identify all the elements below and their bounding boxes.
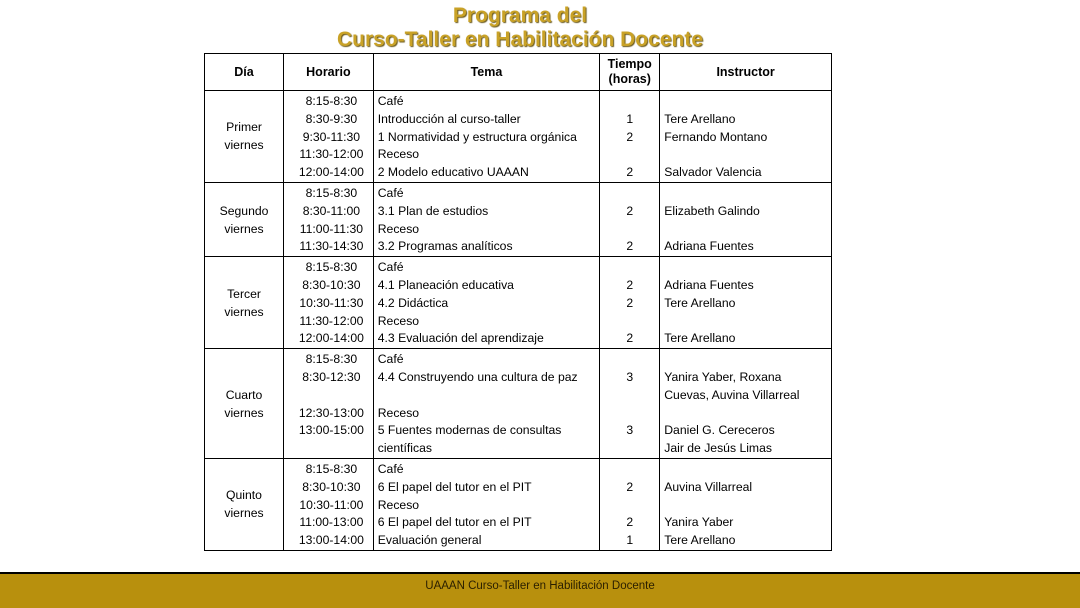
tiempo-cell	[600, 257, 660, 349]
tiempo-cell	[600, 349, 660, 459]
horario-line	[284, 387, 373, 405]
horario-line: 12:00-14:00	[298, 165, 364, 180]
horario-line: 9:30-11:30	[302, 129, 361, 144]
instructor-line	[660, 259, 831, 277]
tema-line: Café	[377, 260, 404, 275]
dia-label: viernes	[224, 304, 264, 319]
dia-label: Quinto	[226, 488, 262, 503]
horario-line: 8:30-11:00	[302, 203, 361, 218]
tiempo-line	[600, 93, 659, 111]
dia-label: viernes	[224, 221, 264, 236]
tiempo-line: 1	[626, 533, 634, 548]
tiempo-line	[600, 405, 659, 423]
tiempo-line: 2	[626, 479, 634, 494]
horario-line: 8:15-8:30	[305, 94, 358, 108]
tiempo-line	[600, 146, 659, 164]
horario-line: 11:30-12:00	[299, 147, 364, 162]
tema-cell	[373, 458, 599, 550]
tiempo-cell	[600, 91, 660, 183]
horario-cell	[284, 458, 374, 550]
instructor-line	[660, 497, 831, 515]
dia-cell	[205, 91, 284, 183]
tema-line: 4.4 Construyendo una cultura de paz	[377, 369, 578, 384]
tema-line: 2 Modelo educativo UAAAN	[377, 165, 529, 180]
horario-line: 13:00-15:00	[298, 423, 364, 438]
horario-line: 10:30-11:00	[299, 497, 364, 512]
dia-label: Segundo	[219, 203, 269, 218]
instructor-line: Tere Arellano	[664, 111, 736, 126]
tema-line: 1 Normatividad y estructura orgánica	[377, 129, 577, 144]
footer-bar	[0, 572, 1080, 608]
instructor-line: Tere Arellano	[664, 331, 736, 346]
tiempo-line	[600, 387, 659, 405]
tema-line	[374, 387, 599, 405]
instructor-line: Jair de Jesús Limas	[664, 441, 772, 456]
horario-cell	[284, 182, 374, 256]
instructor-line: Tere Arellano	[664, 295, 736, 310]
tiempo-line	[600, 259, 659, 277]
tema-line: Receso	[377, 497, 420, 512]
tema-line: Receso	[377, 313, 420, 328]
tiempo-line	[600, 440, 659, 458]
table-row	[205, 349, 832, 459]
horario-line: 12:00-14:00	[298, 331, 364, 346]
tiempo-line: 2	[626, 165, 634, 180]
tiempo-line	[600, 497, 659, 515]
horario-line: 8:15-8:30	[305, 352, 358, 367]
tiempo-line: 2	[626, 129, 634, 144]
tema-line: 4.2 Didáctica	[377, 295, 449, 310]
dia-cell	[205, 182, 284, 256]
tiempo-line	[600, 221, 659, 239]
tema-line: 5 Fuentes modernas de consultas	[377, 423, 562, 438]
instructor-line	[660, 405, 831, 423]
title-line-1: Programa del	[452, 4, 588, 27]
horario-line: 11:00-13:00	[299, 515, 364, 530]
horario-line: 8:15-8:30	[305, 461, 358, 476]
tema-line: Café	[377, 461, 404, 476]
header-tiempo	[600, 54, 660, 91]
tiempo-line: 2	[626, 239, 634, 254]
horario-cell	[284, 91, 374, 183]
dia-cell	[205, 257, 284, 349]
header-dia: Día	[205, 54, 284, 91]
tema-line: 3.2 Programas analíticos	[377, 239, 513, 254]
instructor-cell	[660, 257, 832, 349]
header-horario: Horario	[284, 54, 374, 91]
dia-label: Tercer	[227, 286, 261, 301]
horario-line: 8:30-10:30	[302, 277, 361, 292]
tiempo-line: 2	[626, 277, 634, 292]
table-row	[205, 91, 832, 183]
dia-label: Primer	[226, 120, 262, 135]
dia-cell	[205, 458, 284, 550]
header-instructor: Instructor	[660, 54, 832, 91]
tema-line: Café	[377, 185, 404, 200]
instructor-line: Yanira Yaber	[664, 515, 734, 530]
tema-line: Café	[377, 352, 404, 367]
tema-line: Introducción al curso-taller	[377, 111, 521, 126]
horario-line: 13:00-14:00	[298, 533, 364, 548]
tiempo-line	[600, 185, 659, 203]
tiempo-line: 3	[626, 369, 634, 384]
horario-line: 11:30-14:30	[299, 239, 364, 254]
tema-line: 6 El papel del tutor en el PIT	[377, 479, 532, 494]
tema-line: 3.1 Plan de estudios	[377, 203, 489, 218]
instructor-cell	[660, 349, 832, 459]
table-row	[205, 458, 832, 550]
tiempo-cell	[600, 182, 660, 256]
tiempo-line: 2	[626, 295, 634, 310]
instructor-cell	[660, 458, 832, 550]
horario-line: 11:00-11:30	[299, 221, 364, 236]
dia-label: viernes	[224, 506, 264, 521]
instructor-line	[660, 461, 831, 479]
tema-line: 6 El papel del tutor en el PIT	[377, 515, 532, 530]
tema-cell	[373, 257, 599, 349]
instructor-line: Cuevas, Auvina Villarreal	[664, 387, 800, 402]
instructor-line	[660, 313, 831, 331]
dia-cell	[205, 349, 284, 459]
tema-line: Receso	[377, 147, 420, 162]
horario-cell	[284, 257, 374, 349]
tiempo-line	[600, 313, 659, 331]
header-tema: Tema	[373, 54, 599, 91]
horario-line: 8:15-8:30	[305, 185, 358, 200]
tiempo-line: 2	[626, 203, 634, 218]
horario-line	[284, 440, 373, 458]
footer-text: UAAAN Curso-Taller en Habilitación Docente	[425, 580, 655, 592]
tema-line: Receso	[377, 221, 420, 236]
table-row	[205, 257, 832, 349]
tiempo-line: 2	[626, 331, 634, 346]
header-tiempo-line1: Tiempo	[607, 57, 652, 71]
tema-line: 4.1 Planeación educativa	[377, 277, 514, 292]
tiempo-line: 1	[626, 111, 634, 126]
instructor-line	[660, 93, 831, 111]
tema-line: Receso	[377, 405, 420, 420]
horario-line: 12:30-13:00	[298, 405, 364, 420]
table-row	[205, 182, 832, 256]
tema-line: Evaluación general	[377, 533, 482, 548]
instructor-line: Fernando Montano	[664, 129, 768, 144]
horario-line: 10:30-11:30	[299, 295, 364, 310]
header-tiempo-line2: (horas)	[608, 72, 651, 86]
instructor-line	[660, 146, 831, 164]
horario-line: 8:15-8:30	[305, 260, 358, 275]
tema-line: 4.3 Evaluación del aprendizaje	[377, 331, 544, 346]
tema-line: científicas	[377, 441, 432, 456]
instructor-line: Adriana Fuentes	[664, 239, 754, 254]
instructor-line: Yanira Yaber, Roxana	[664, 369, 782, 384]
dia-label: viernes	[224, 138, 264, 153]
title-line-2: Curso-Taller en Habilitación Docente	[336, 28, 703, 51]
instructor-line: Elizabeth Galindo	[664, 203, 760, 218]
page-title	[0, 4, 1040, 52]
dia-label: Cuarto	[225, 387, 263, 402]
horario-line: 8:30-9:30	[305, 111, 358, 126]
tiempo-line: 2	[626, 515, 634, 530]
instructor-line: Adriana Fuentes	[664, 277, 754, 292]
tiempo-line	[600, 461, 659, 479]
instructor-line	[660, 351, 831, 369]
schedule-table	[204, 53, 832, 551]
tiempo-line	[600, 351, 659, 369]
instructor-line: Daniel G. Cereceros	[664, 423, 775, 438]
instructor-line: Auvina Villarreal	[664, 479, 753, 494]
instructor-line: Tere Arellano	[664, 533, 736, 548]
instructor-cell	[660, 91, 832, 183]
tema-cell	[373, 182, 599, 256]
dia-label: viernes	[224, 405, 264, 420]
instructor-line	[660, 185, 831, 203]
tiempo-line: 3	[626, 423, 634, 438]
tiempo-cell	[600, 458, 660, 550]
header-row	[205, 54, 832, 91]
instructor-line	[660, 221, 831, 239]
horario-line: 8:30-12:30	[302, 369, 361, 384]
instructor-cell	[660, 182, 832, 256]
horario-line: 8:30-10:30	[302, 479, 361, 494]
tema-cell	[373, 349, 599, 459]
tema-cell	[373, 91, 599, 183]
horario-line: 11:30-12:00	[299, 313, 364, 328]
horario-cell	[284, 349, 374, 459]
tema-line: Café	[377, 94, 404, 108]
instructor-line: Salvador Valencia	[664, 165, 762, 180]
